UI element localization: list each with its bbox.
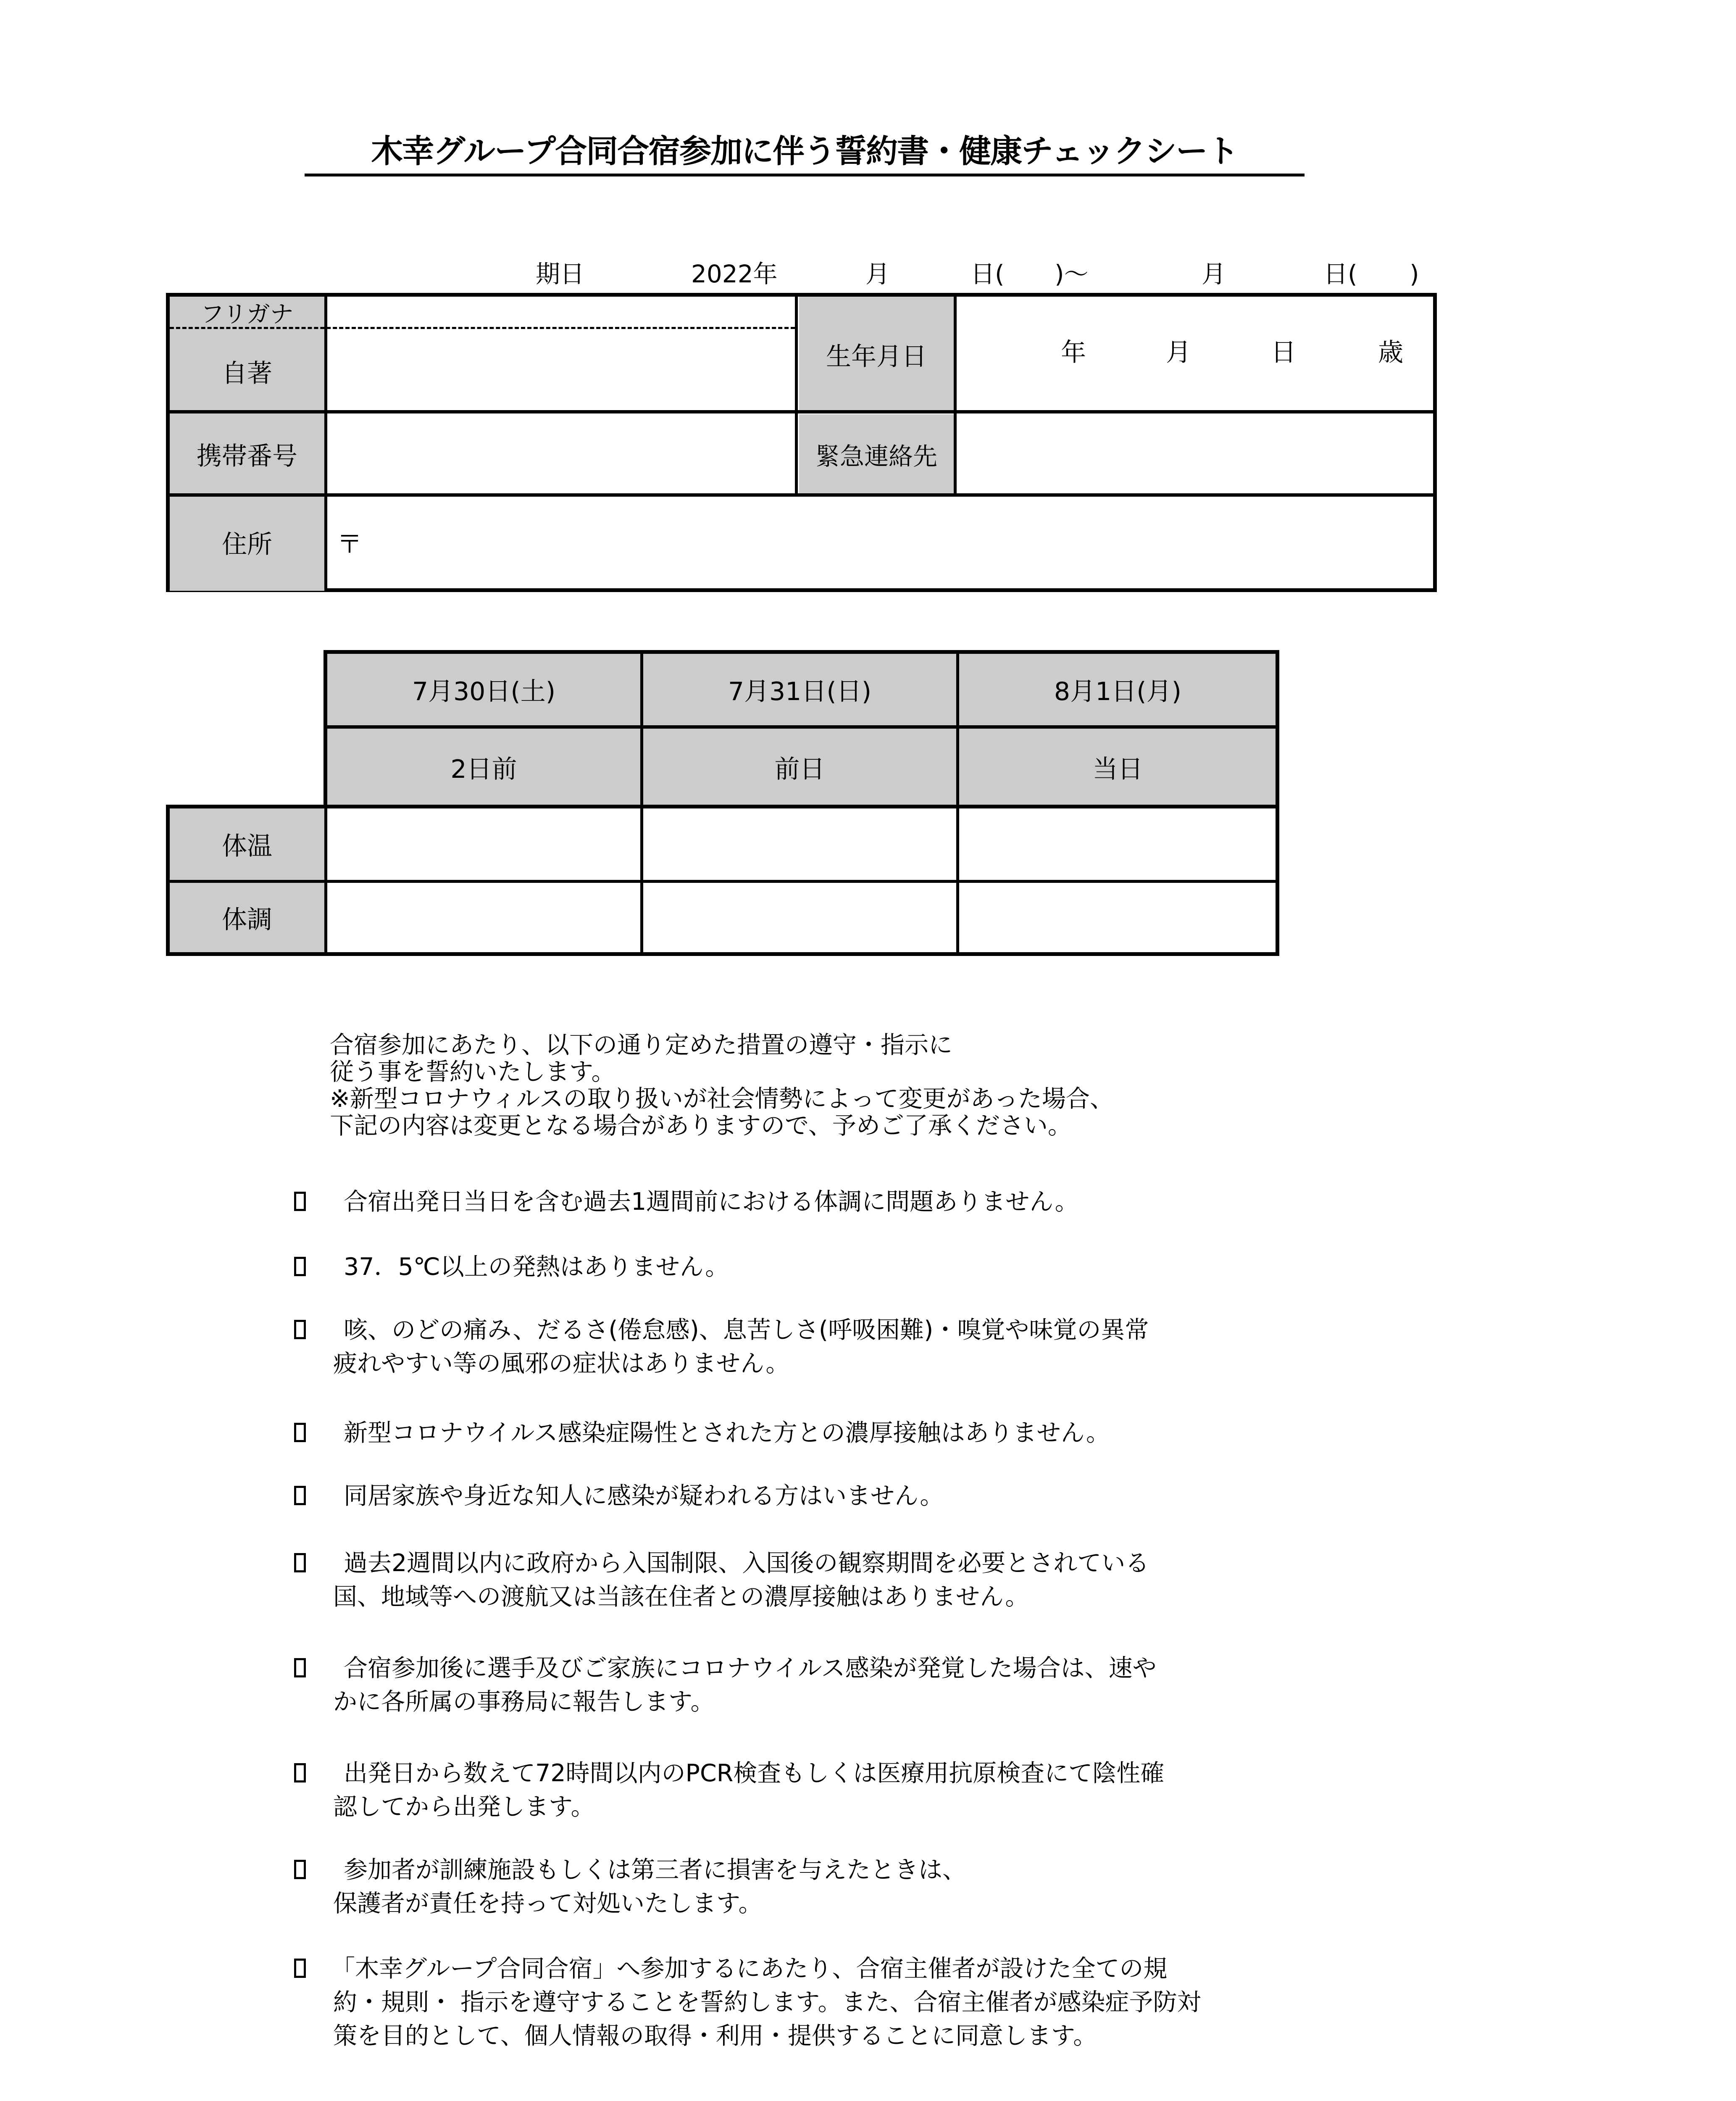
divider (324, 297, 327, 591)
emergency-field[interactable] (958, 414, 1434, 494)
temperature-cell-day3[interactable] (959, 808, 1276, 880)
condition-cell-day3[interactable] (959, 883, 1276, 952)
birth-day-unit: 日 (1271, 338, 1296, 367)
checkbox[interactable] (294, 1763, 306, 1782)
checklist-item (294, 1479, 944, 1513)
checklist-item (294, 1853, 966, 1920)
emergency-label: 緊急連絡先 (799, 414, 954, 494)
checklist-text: 認してから出発します。 (333, 1793, 595, 1821)
relative-day-2: 前日 (774, 755, 825, 784)
period-start-close: )～ (1055, 260, 1089, 288)
checklist-text: 出発日から数えて72時間以内のPCR検査もしくは医療用抗原検査にて陰性確 (344, 1759, 1165, 1787)
intro-line: 従う事を誓約いたします。 (330, 1058, 615, 1086)
divider (640, 654, 643, 811)
checklist-item (294, 1416, 1110, 1450)
checklist-text: かに各所属の事務局に報告します。 (333, 1688, 715, 1716)
checklist-text: 疲れやすい等の風邪の症状はありません。 (333, 1350, 790, 1377)
checklist-item (294, 1952, 1201, 2053)
checkbox[interactable] (294, 1320, 306, 1339)
checklist-item (294, 1756, 1164, 1824)
checklist-text: 国、地域等への渡航又は当該在住者との濃厚接触はありません。 (333, 1583, 1029, 1611)
furigana-dashed-divider (170, 327, 795, 329)
checklist-item (294, 1651, 1157, 1719)
address-field[interactable] (329, 498, 1434, 587)
name-field[interactable] (329, 330, 795, 412)
checklist-item (294, 1250, 729, 1284)
date-header-1: 7月30日(土) (412, 677, 556, 706)
intro-line: 下記の内容は変更となる場合がありますので、予めご了承ください。 (330, 1112, 1072, 1140)
period-start-month: 月 (865, 260, 890, 288)
checklist-text: 合宿参加後に選手及びご家族にコロナウイルス感染が発覚した場合は、速や (344, 1654, 1157, 1682)
period-start-day: 日( (971, 260, 1005, 288)
checkbox[interactable] (294, 1658, 306, 1677)
divider (170, 493, 1434, 497)
birthdate-label: 生年月日 (799, 297, 954, 412)
checklist-text: 過去2週間以内に政府から入国制限、入国後の観察期間を必要とされている (344, 1549, 1149, 1577)
divider (170, 410, 1434, 413)
intro-paragraph (330, 1032, 1114, 1139)
postal-mark: 〒 (337, 530, 362, 559)
condition-row-label: 体調 (170, 883, 324, 952)
birth-year-unit: 年 (1061, 338, 1086, 367)
document-title: 木幸グループ合同合宿参加に伴う誓約書・健康チェックシート (305, 130, 1305, 176)
period-end-close: ) (1410, 260, 1419, 288)
checkbox[interactable] (294, 1553, 306, 1572)
birth-month-unit: 月 (1166, 338, 1191, 367)
checkbox[interactable] (294, 1959, 306, 1978)
birthdate-field[interactable] (958, 297, 1434, 412)
period-end-day: 日( (1323, 260, 1357, 288)
age-unit: 歳 (1378, 338, 1403, 367)
checkbox[interactable] (294, 1860, 306, 1879)
relative-day-1: 2日前 (450, 755, 517, 784)
date-header-3: 8月1日(月) (1054, 677, 1182, 706)
address-label: 住所 (222, 530, 272, 559)
relative-day-3: 当日 (1092, 755, 1143, 784)
period-end-month: 月 (1202, 260, 1226, 288)
checklist-text: 37．5℃以上の発熱はありません。 (344, 1253, 729, 1281)
checklist-text: 新型コロナウイルス感染症陽性とされた方との濃厚接触はありません。 (344, 1419, 1110, 1447)
checklist-text: 保護者が責任を持って対処いたします。 (333, 1890, 763, 1917)
checklist-item (294, 1313, 1149, 1380)
checklist-text: 策を目的として、個人情報の取得・利用・提供することに同意します。 (333, 2022, 1097, 2050)
checkbox[interactable] (294, 1257, 306, 1276)
checklist-item (294, 1185, 1079, 1219)
checklist-text: 約・規則・ 指示を遵守することを誓約します。また、合宿主催者が感染症予防対 (333, 1988, 1201, 2016)
temperature-row-label: 体温 (170, 808, 324, 880)
checklist-item (294, 1546, 1149, 1614)
checklist-text: 合宿出発日当日を含む過去1週間前における体調に問題ありません。 (344, 1188, 1079, 1216)
intro-line: ※新型コロナウィルスの取り扱いが社会情勢によって変更があった場合、 (330, 1085, 1114, 1113)
condition-cell-day2[interactable] (643, 883, 956, 952)
divider (170, 880, 1277, 883)
period-label: 期日 (536, 260, 585, 288)
furigana-field[interactable] (329, 297, 795, 328)
checklist-text: 同居家族や身近な知人に感染が疑われる方はいません。 (344, 1482, 944, 1510)
divider (954, 297, 957, 494)
health-table-header (324, 650, 1279, 808)
temperature-cell-day1[interactable] (327, 808, 640, 880)
checklist-text: 咳、のどの痛み、だるさ(倦怠感)、息苦しさ(呼吸困難)・嗅覚や味覚の異常 (344, 1316, 1149, 1344)
date-header-2: 7月31日(日) (728, 677, 872, 706)
mobile-label: 携帯番号 (197, 442, 297, 471)
checkbox[interactable] (294, 1423, 306, 1442)
furigana-label: フリガナ (200, 300, 294, 328)
condition-cell-day1[interactable] (327, 883, 640, 952)
name-label: 自著 (222, 358, 272, 388)
checkbox[interactable] (294, 1486, 306, 1505)
temperature-cell-day2[interactable] (643, 808, 956, 880)
personal-info-table (166, 293, 1437, 592)
checkbox[interactable] (294, 1192, 306, 1211)
divider (795, 297, 798, 494)
checklist-text: 参加者が訓練施設もしくは第三者に損害を与えたときは、 (344, 1856, 966, 1884)
divider (956, 654, 959, 811)
divider (327, 725, 1277, 729)
intro-line: 合宿参加にあたり、以下の通り定めた措置の遵守・指示に (330, 1031, 952, 1059)
health-table-body (166, 805, 1279, 956)
checklist-text: 「木幸グループ合同合宿」へ参加するにあたり、合宿主催者が設けた全ての規 (331, 1955, 1168, 1983)
period-year: 2022年 (691, 260, 778, 288)
mobile-field[interactable] (329, 414, 795, 494)
